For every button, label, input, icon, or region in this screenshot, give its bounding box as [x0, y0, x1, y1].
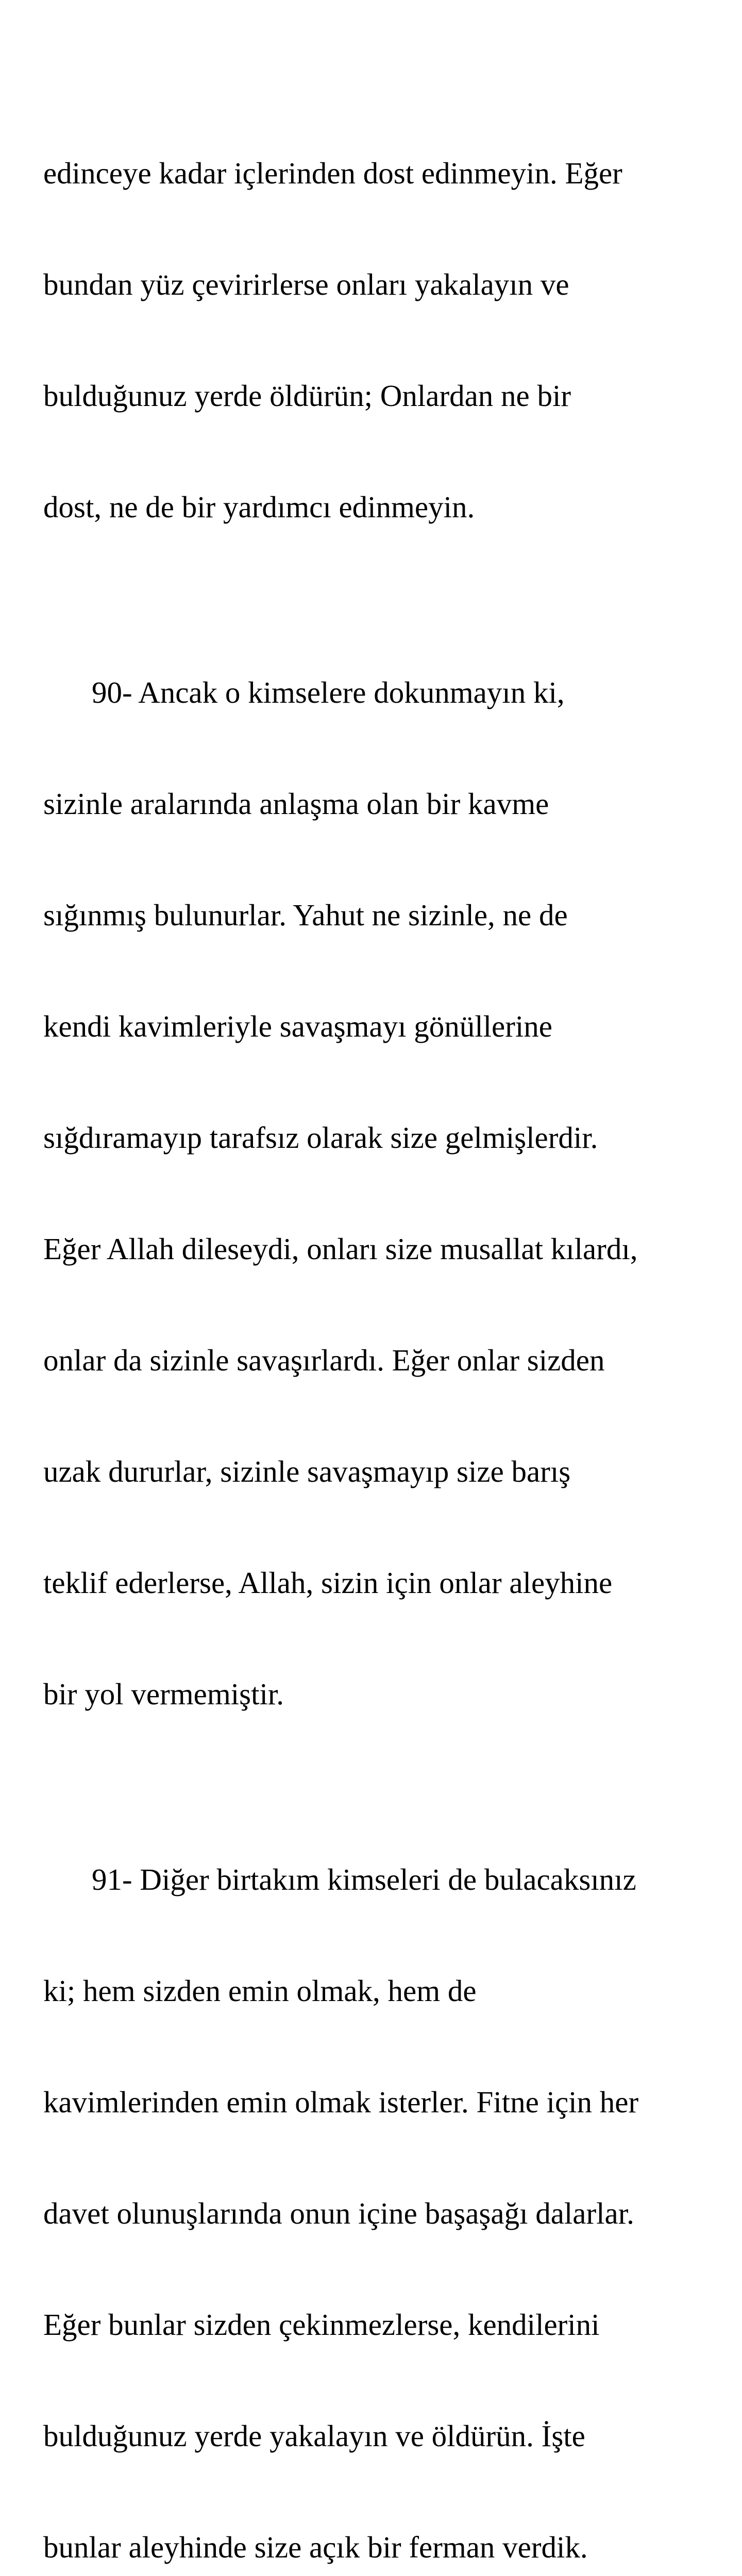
text-line: kavimlerinden emin olmak isterler. Fitne için her: [43, 2085, 639, 2119]
text-line: ki; hem sizden emin olmak, hem de: [43, 1974, 477, 2008]
text-line: bir yol vermemiştir.: [43, 1677, 284, 1711]
text-line: sizinle aralarında anlaşma olan bir kavme: [43, 787, 549, 821]
body-text: [43, 43, 729, 2576]
verse-91-first-line: 91- Diğer birtakım kimseleri de bulacaksınız: [92, 1862, 636, 1896]
text-line: bulduğunuz yerde yakalayın ve öldürün. İşte: [43, 2419, 585, 2453]
text-line: bundan yüz çevirirlerse onları yakalayın ve: [43, 267, 569, 301]
text-line: onlar da sizinle savaşırlardı. Eğer onlar sizden: [43, 1343, 605, 1377]
text-line: edinceye kadar içlerinden dost edinmeyin. Eğer: [43, 156, 622, 190]
text-line: bunlar aleyhinde size açık bir ferman verdik.: [43, 2530, 588, 2564]
text-line: sığınmış bulunurlar. Yahut ne sizinle, ne de: [43, 898, 568, 932]
text-line: uzak dururlar, sizinle savaşmayıp size barış: [43, 1454, 571, 1488]
text-line: teklif ederlerse, Allah, sizin için onlar aleyhine: [43, 1566, 613, 1600]
text-line: Eğer bunlar sizden çekinmezlerse, kendilerini: [43, 2308, 600, 2342]
text-line: kendi kavimleriyle savaşmayı gönüllerine: [43, 1009, 552, 1043]
text-line: davet olunuşlarında onun içine başaşağı dalarlar.: [43, 2196, 634, 2230]
verse-90-first-line: 90- Ancak o kimselere dokunmayın ki,: [92, 675, 565, 709]
text-line: Eğer Allah dileseydi, onları size musallat kılardı,: [43, 1232, 638, 1266]
text-line: bulduğunuz yerde öldürün; Onlardan ne bir: [43, 379, 571, 413]
text-line: sığdıramayıp tarafsız olarak size gelmişlerdir.: [43, 1121, 598, 1155]
text-line: dost, ne de bir yardımcı edinmeyin.: [43, 490, 475, 524]
